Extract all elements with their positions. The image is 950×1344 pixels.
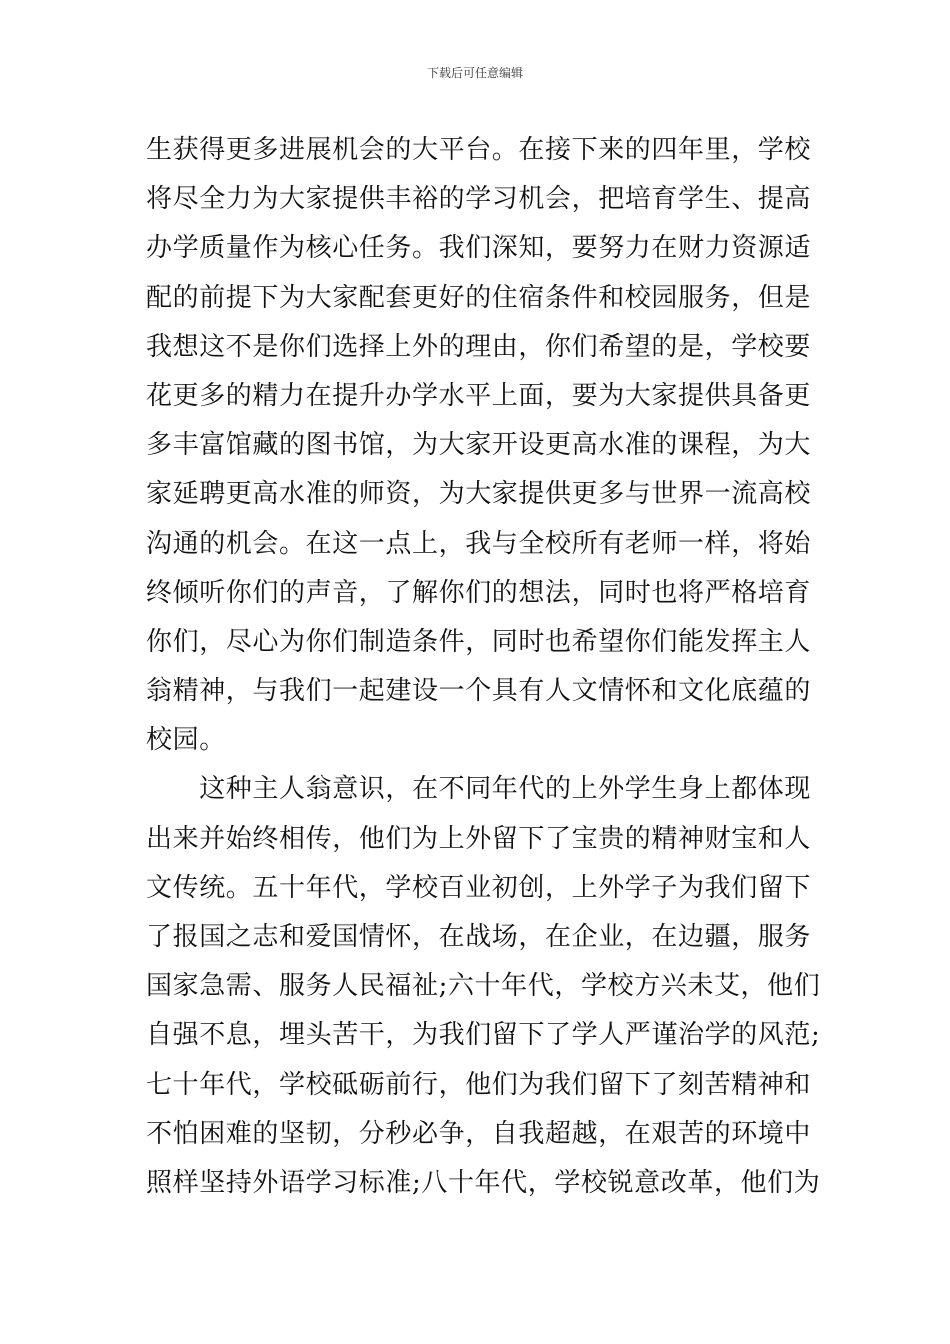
text-line: 了报国之志和爱国情怀，在战场，在企业，在边疆，服务: [146, 922, 812, 952]
text-line: 这种主人翁意识，在不同年代的上外学生身上都体现: [146, 774, 812, 805]
document-body: [146, 126, 821, 1208]
text-line: 沟通的机会。在这一点上，我与全校所有老师一样，将始: [146, 528, 812, 559]
text-line: 家延聘更高水准的师资，为大家提供更多与世界一流高校: [146, 479, 812, 510]
text-line: 你们，尽心为你们制造条件，同时也希望你们能发挥主人: [146, 626, 812, 657]
text-line: 办学质量作为核心任务。我们深知，要努力在财力资源适: [146, 233, 812, 264]
text-line: 自强不息，埋头苦干，为我们留下了学人严谨治学的风范;: [146, 1020, 821, 1051]
text-line: 多丰富馆藏的图书馆，为大家开设更高水准的课程，为大: [146, 430, 812, 461]
page-header-note: 下载后可任意编辑: [426, 66, 523, 80]
text-line: 不怕困难的坚韧，分秒必争，自我超越，在艰苦的环境中: [146, 1118, 812, 1149]
text-line: 终倾听你们的声音，了解你们的想法，同时也将严格培育: [146, 577, 812, 608]
text-line: 校园。: [146, 725, 226, 756]
text-line: 七十年代，学校砥砺前行，他们为我们留下了刻苦精神和: [146, 1069, 812, 1100]
text-line: 花更多的精力在提升办学水平上面，要为大家提供具备更: [146, 380, 812, 411]
text-line: 国家急需、服务人民福祉;六十年代，学校方兴未艾，他们: [146, 971, 821, 1002]
text-line: 出来并始终相传，他们为上外留下了宝贵的精神财宝和人: [146, 823, 812, 854]
text-line: 照样坚持外语学习标准;八十年代，学校锐意改革，他们为: [146, 1167, 821, 1198]
text-line: 翁精神，与我们一起建设一个具有人文情怀和文化底蕴的: [146, 676, 812, 707]
text-line: 文传统。五十年代，学校百业初创，上外学子为我们留下: [146, 872, 812, 903]
text-line: 将尽全力为大家提供丰裕的学习机会，把培育学生、提高: [146, 184, 812, 215]
text-line: 我想这不是你们选择上外的理由，你们希望的是，学校要: [146, 331, 812, 362]
text-line: 生获得更多进展机会的大平台。在接下来的四年里，学校: [146, 135, 812, 165]
text-line: 配的前提下为大家配套更好的住宿条件和校园服务，但是: [146, 282, 812, 313]
